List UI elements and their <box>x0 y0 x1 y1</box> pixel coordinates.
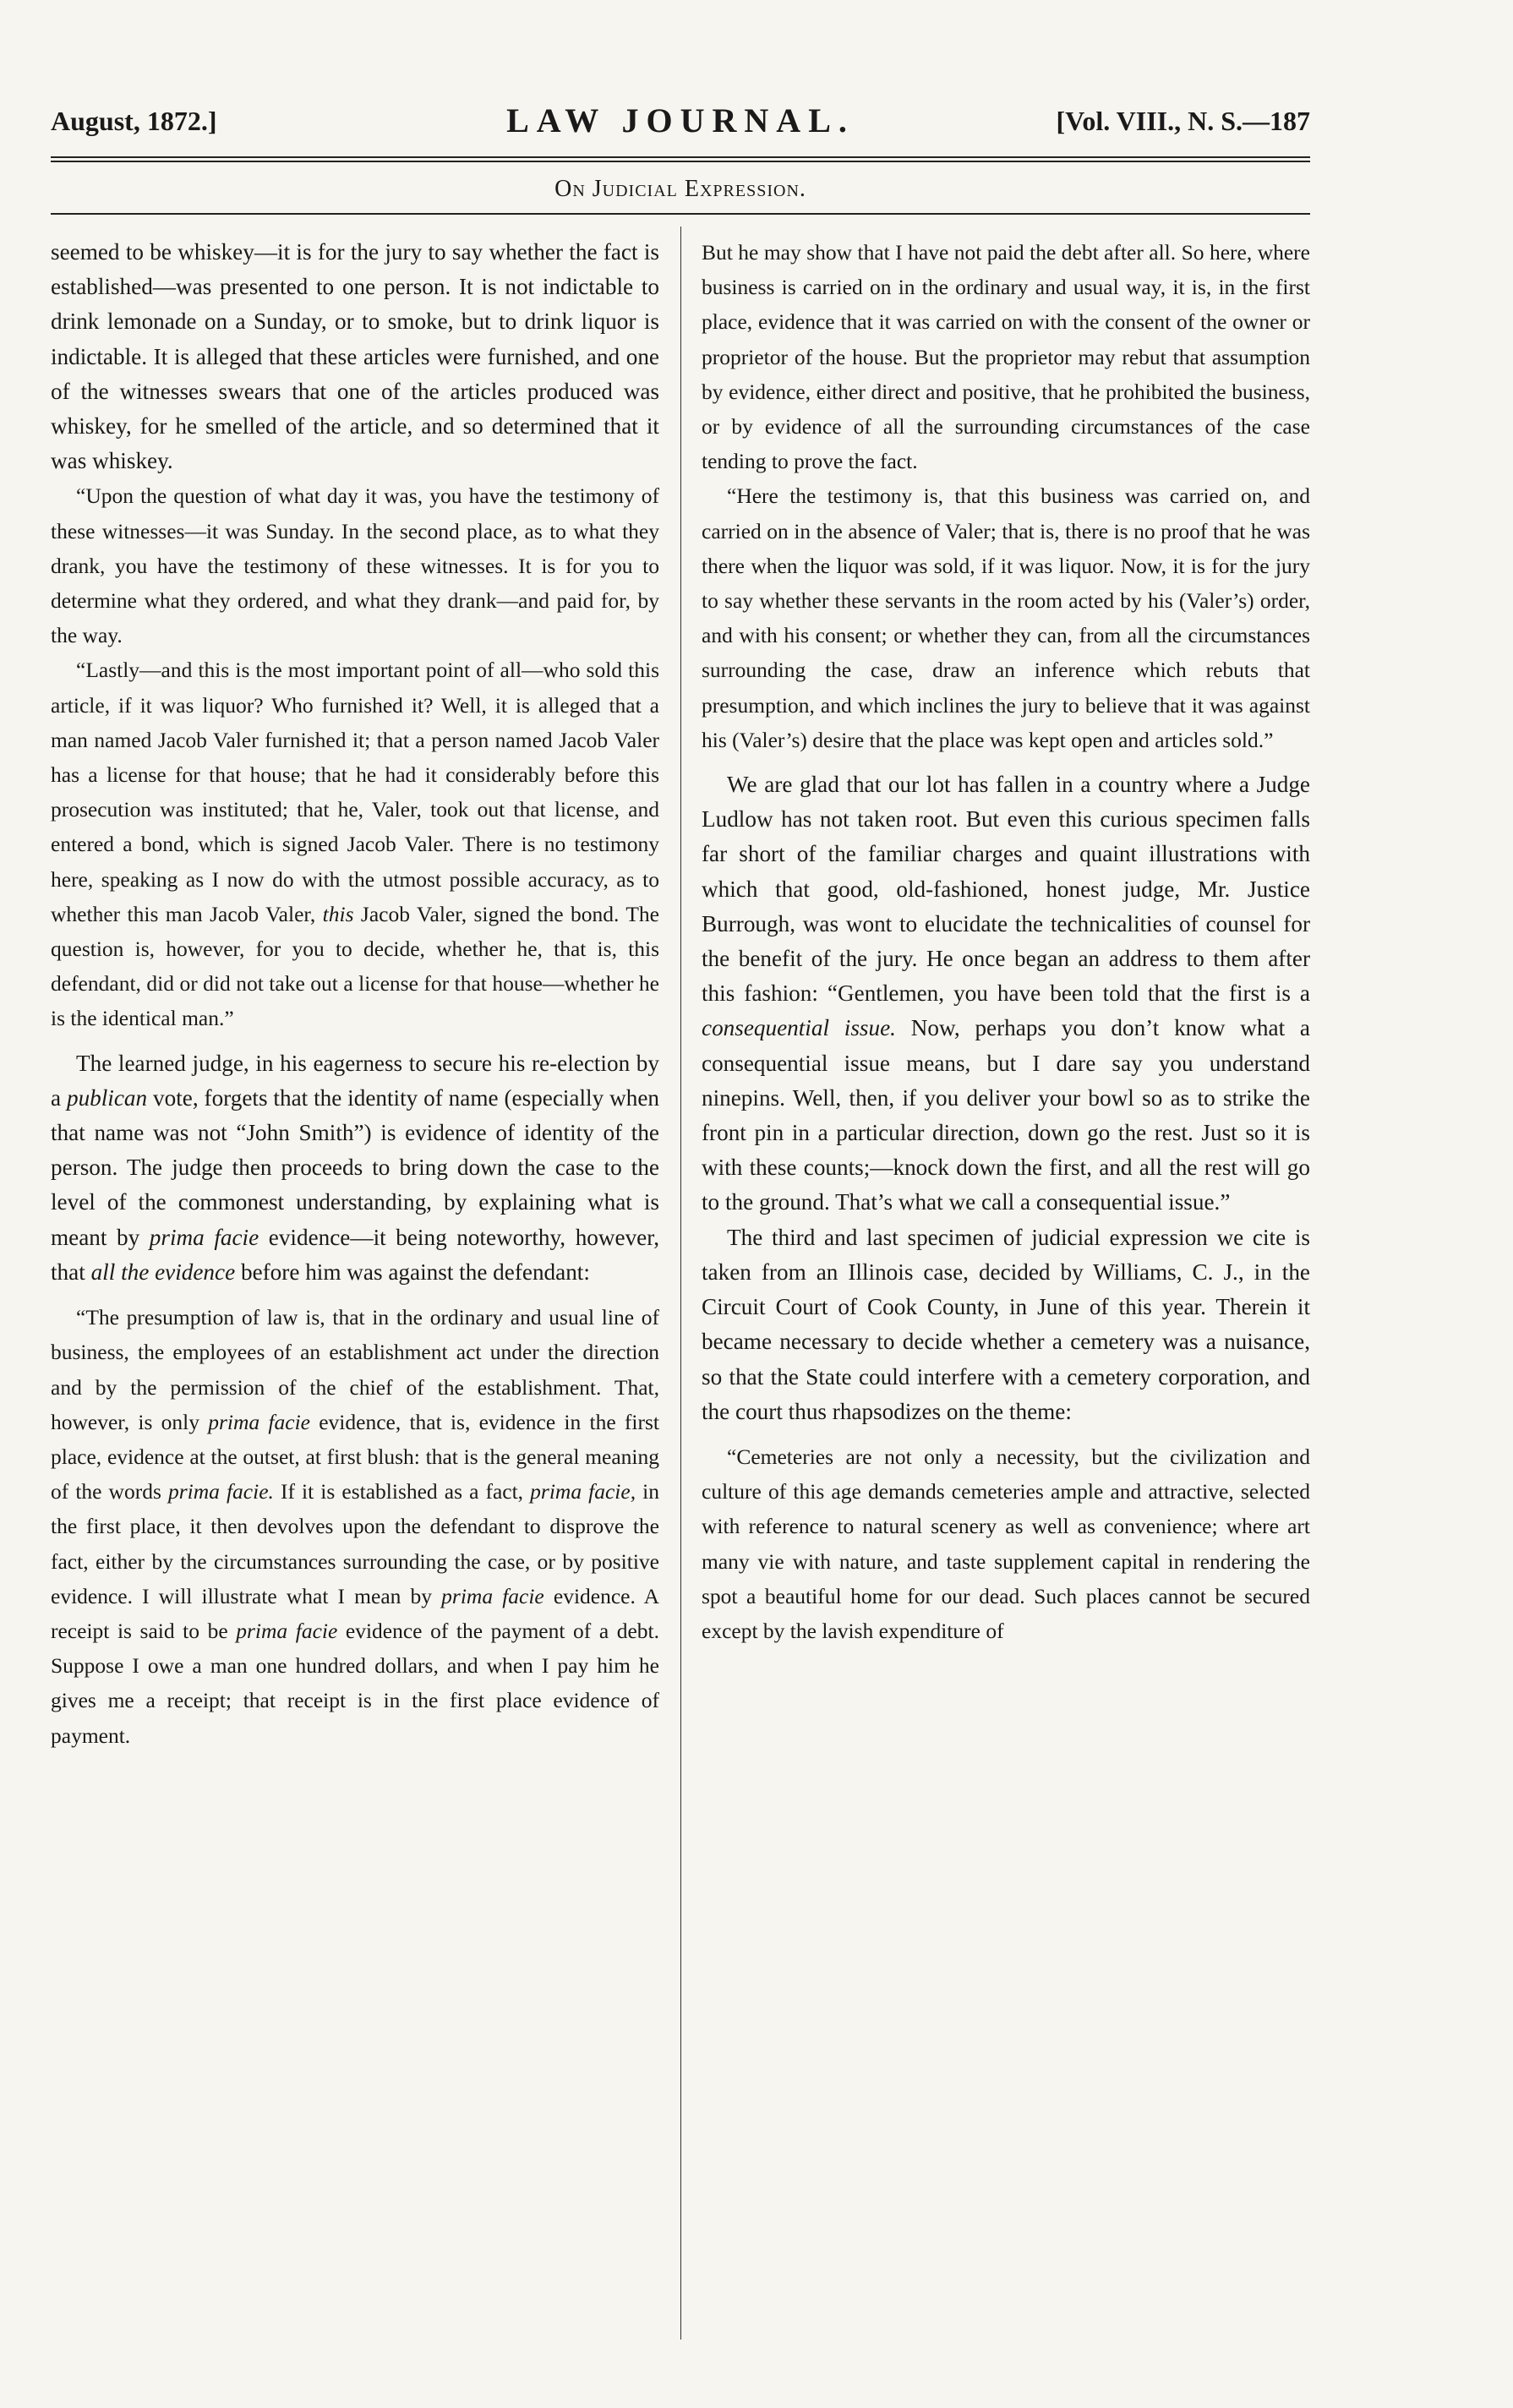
paragraph: We are glad that our lot has fallen in a country where a Judge Ludlow has not taken root. But even this curious specimen falls far short of the familiar charges and quaint illustrations with which that good, old-fashioned, honest judge, Mr. Justice Burrough, was wont to elucidate the technicalities of counsel for the benefit of the jury. He once began an address to them after this fashion: “Gentlemen, you have been told that the first is a consequential issue. Now, perhaps you don’t know what a consequential issue means, but I dare say you understand ninepins. Well, then, if you deliver your bowl so as to strike the front pin in a particular direction, down go the rest. Just so it is with these counts;—knock down the first, and all the rest will go to the ground. That’s what we call a consequential issue.” <box>702 772 1310 1215</box>
quote-paragraph: “Lastly—and this is the most important point of all—who sold this article, if it was liquor? Who furnished it? Well, it is alleged that a man named Jacob Valer furnished it; that a person named Jacob Valer has a license for that house; that he had it considerably before this prosecution was instituted; that he, Valer, took out that license, and entered a bond, which is signed Jacob Valer. There is no testimony here, speaking as I now do with the utmost possible accuracy, as to whether this man Jacob Valer, this Jacob Valer, signed the bond. The question is, however, for you to decide, whether he, that is, this defendant, did or did not take out a license for that house—whether he is the identical man.” <box>51 658 659 1031</box>
journal-title: LAW JOURNAL. <box>506 101 855 139</box>
quote-paragraph: “The presumption of law is, that in the ordinary and usual line of business, the employees of an establishment act under the direction and by the permission of the chief of the establishment. That, however, is only prima facie evidence, that is, evidence in the first place, evidence at the outset, at first blush: that is the general meaning of the words prima facie. If it is established as a fact, prima facie, in the first place, it then devolves upon the defendant to disprove the fact, either by the circumstances surrounding the case, or by positive evidence. I will illustrate what I mean by prima facie evidence. A receipt is said to be prima facie evidence of the payment of a debt. Suppose I owe a man one hundred dollars, and when I pay him he gives me a receipt; that receipt is in the first place evidence of payment. <box>51 1305 659 1748</box>
column-divider <box>680 227 681 2340</box>
left-column <box>51 235 659 2382</box>
volume-page-number: [Vol. VIII., N. S.—187 <box>1056 106 1310 136</box>
paragraph: seemed to be whiskey—it is for the jury to say whether the fact is established—was presented to one person. It is not indictable to drink lemonade on a Sunday, or to smoke, but to drink liquor is indictable. It is alleged that these articles were furnished, and one of the witnesses swears that one of the articles produced was whiskey, for he smelled of the article, and so determined that it was whiskey. <box>51 239 659 474</box>
paragraph: The third and last specimen of judicial expression we cite is taken from an Illinois case, decided by Williams, C. J., in the Circuit Court of Cook County, in June of this year. Therein it became necessary to decide whether a cemetery was a nuisance, so that the State could interfere with a cemetery corporation, and the court thus rhapsodizes on the theme: <box>702 1224 1310 1424</box>
quote-paragraph: “Upon the question of what day it was, you have the testimony of these witnesses—it was Sunday. In the second place, as to what they drank, you have the testimony of these witnesses. It is for you to determine what they ordered, and what they drank—and paid for, by the way. <box>51 483 659 648</box>
quote-paragraph: “Cemeteries are not only a necessity, but the civilization and culture of this age demands cemeteries ample and attractive, selected with reference to natural scenery as well as convenience; where art many vie with nature, and taste supplement capital in rendering the spot a beautiful home for our dead. Such places cannot be secured except by the lavish expenditure of <box>702 1444 1310 1643</box>
running-head <box>51 97 1310 148</box>
header-rule-bottom <box>51 161 1310 162</box>
title-rule <box>51 213 1310 215</box>
paragraph: The learned judge, in his eagerness to secure his re-election by a publican vote, forgets that the identity of name (especially when that name was not “John Smith”) is evidence of identity of the person. The judge then proceeds to bring down the case to the level of the commonest understanding, by explaining what is meant by prima facie evidence—it being noteworthy, however, that all the evidence before him was against the defendant: <box>51 1050 659 1285</box>
header-rule-top <box>51 156 1310 158</box>
section-title: On Judicial Expression. <box>554 176 806 202</box>
quote-paragraph: But he may show that I have not paid the debt after all. So here, where business is carried on in the ordinary and usual way, it is, in the first place, evidence that it was carried on with the consent of the owner or proprietor of the house. But the proprietor may rebut that assumption by evidence, either direct and positive, that he prohibited the business, or by evidence of all the surrounding circumstances of the case tending to prove the fact. <box>702 240 1310 474</box>
issue-date: August, 1872.] <box>51 106 217 136</box>
quote-paragraph: “Here the testimony is, that this business was carried on, and carried on in the absence of Valer; that is, there is no proof that he was there when the liquor was sold, if it was liquor. Now, it is for the jury to say whether these servants in the room acted by his (Valer’s) order, and with his consent; or whether they can, from all the circumstances surrounding the case, draw an inference which rebuts that presumption, and which inclines the jury to believe that it was against his (Valer’s) desire that the place was kept open and articles sold.” <box>702 483 1310 752</box>
right-column <box>702 235 1310 2382</box>
